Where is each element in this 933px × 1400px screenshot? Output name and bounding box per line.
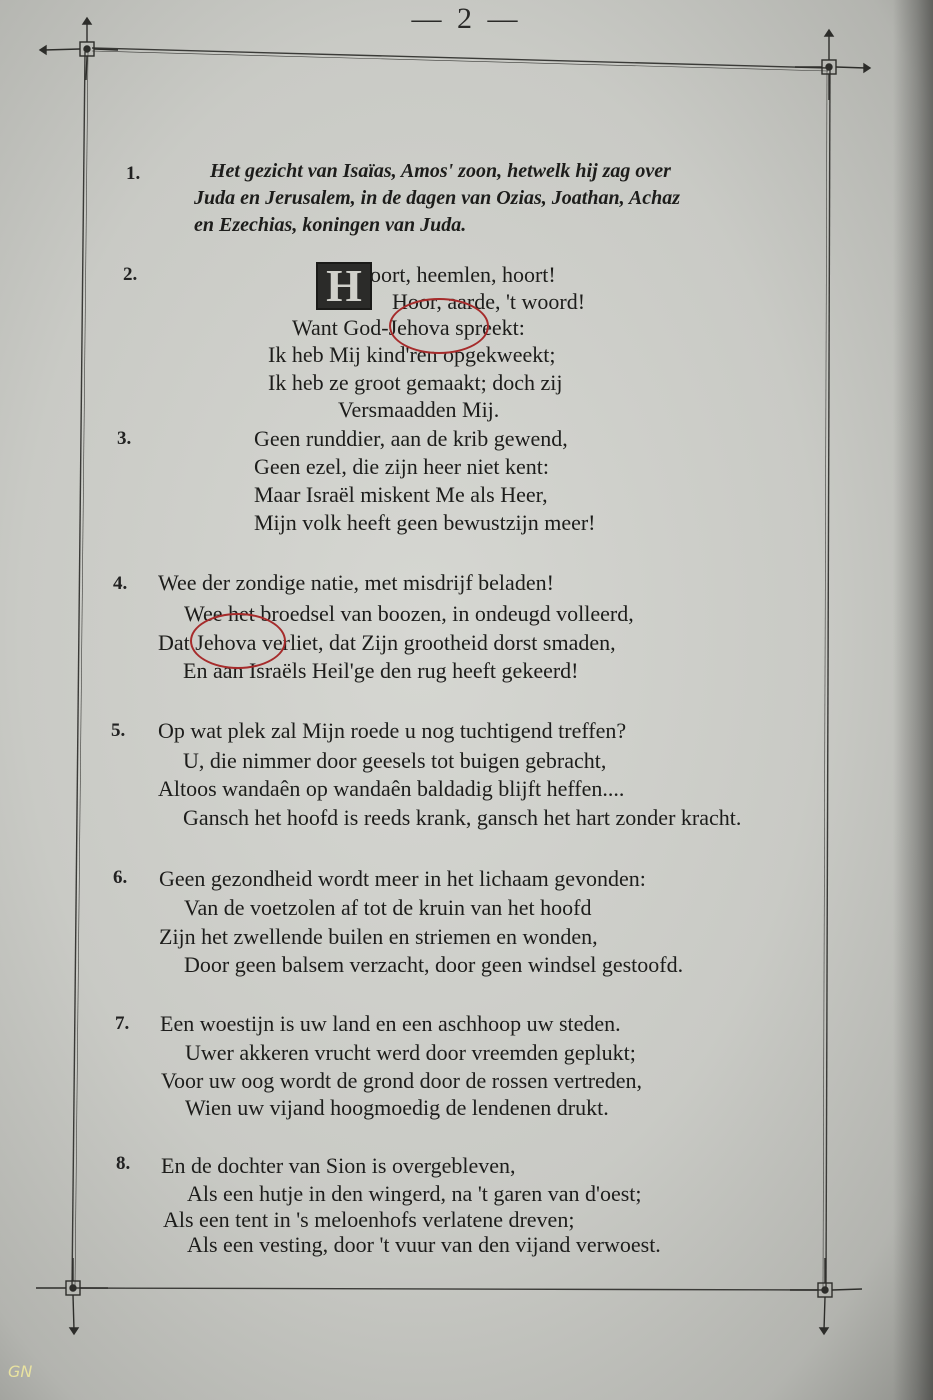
verse-line: Voor uw oog wordt de grond door de rossen vertreden, bbox=[161, 1068, 643, 1093]
verse-number: 5. bbox=[111, 720, 126, 741]
verse-number: 1. bbox=[126, 163, 141, 184]
verse-line: oort, heemlen, hoort! bbox=[370, 262, 556, 287]
verse-line: U, die nimmer door geesels tot buigen gebracht, bbox=[183, 748, 607, 773]
verse-line: Het gezicht van Isaïas, Amos' zoon, hetwelk hij zag over bbox=[210, 160, 671, 182]
verse-number: 4. bbox=[113, 573, 128, 594]
corner-ornament-top-left bbox=[40, 18, 118, 80]
verse-line: Wien uw vijand hoogmoedig de lendenen drukt. bbox=[185, 1095, 609, 1120]
verse-line: Door geen balsem verzacht, door geen windsel gestoofd. bbox=[184, 952, 684, 977]
verse-line: Op wat plek zal Mijn roede u nog tuchtigend treffen? bbox=[158, 718, 627, 743]
verse-line: Wee het broedsel van boozen, in ondeugd volleerd, bbox=[184, 601, 634, 626]
verse-line: Ik heb ze groot gemaakt; doch zij bbox=[268, 370, 563, 395]
verse-line: Geen runddier, aan de krib gewend, bbox=[254, 426, 568, 451]
verse-line: Een woestijn is uw land en een aschhoop uw steden. bbox=[160, 1011, 621, 1036]
verse-line: Zijn het zwellende builen en striemen en wonden, bbox=[159, 924, 598, 949]
corner-ornament-top-right bbox=[795, 30, 870, 100]
annotation-circle-jehova-1 bbox=[389, 298, 489, 354]
verse-line: Als een tent in 's meloenhofs verlatene dreven; bbox=[163, 1207, 575, 1232]
verse-line: Hoor, aarde, 't woord! bbox=[392, 289, 586, 314]
verse-line: En de dochter van Sion is overgebleven, bbox=[161, 1153, 516, 1178]
verse-number: 3. bbox=[117, 428, 132, 449]
verse-line: Mijn volk heeft geen bewustzijn meer! bbox=[254, 510, 596, 535]
verse-line: Ik heb Mij kind'ren opgekweekt; bbox=[268, 342, 556, 367]
annotation-circle-jehova-2 bbox=[190, 613, 286, 669]
photographer-signature: GN bbox=[8, 1362, 33, 1381]
verse-number: 7. bbox=[115, 1013, 130, 1034]
verse-line: Juda en Jerusalem, in de dagen van Ozias, Joathan, Achaz bbox=[194, 187, 680, 209]
verse-line: Geen ezel, die zijn heer niet kent: bbox=[254, 454, 550, 479]
verse-line: Want God-Jehova spreekt: bbox=[292, 315, 525, 340]
verse-line: Uwer akkeren vrucht werd door vreemden geplukt; bbox=[185, 1040, 636, 1065]
verse-number: 2. bbox=[123, 264, 138, 285]
verse-line: Wee der zondige natie, met misdrijf beladen! bbox=[158, 570, 554, 595]
verse-line: En aan Israëls Heil'ge den rug heeft gekeerd! bbox=[183, 658, 579, 683]
verse-line: Als een vesting, door 't vuur van den vijand verwoest. bbox=[187, 1232, 661, 1257]
verse-number: 6. bbox=[113, 867, 128, 888]
verse-number: 8. bbox=[116, 1153, 131, 1174]
verse-line: Geen gezondheid wordt meer in het lichaam gevonden: bbox=[159, 866, 646, 891]
page-number: — 2 — bbox=[411, 2, 522, 35]
verse-line: Gansch het hoofd is reeds krank, gansch het hart zonder kracht. bbox=[183, 805, 742, 830]
verse-line: en Ezechias, koningen van Juda. bbox=[194, 214, 467, 236]
verse-line: Versmaadden Mij. bbox=[338, 397, 500, 422]
verse-line: Maar Israël miskent Me als Heer, bbox=[254, 482, 548, 507]
verse-line: Dat Jehova verliet, dat Zijn grootheid dorst smaden, bbox=[158, 630, 616, 655]
verse-line: Als een hutje in den wingerd, na 't garen van d'oest; bbox=[187, 1181, 642, 1206]
verse-line: Altoos wandaên op wandaên baldadig blijft heffen.... bbox=[158, 776, 625, 801]
verse-line: Van de voetzolen af tot de kruin van het hoofd bbox=[184, 895, 592, 920]
illuminated-initial: H bbox=[316, 262, 372, 310]
